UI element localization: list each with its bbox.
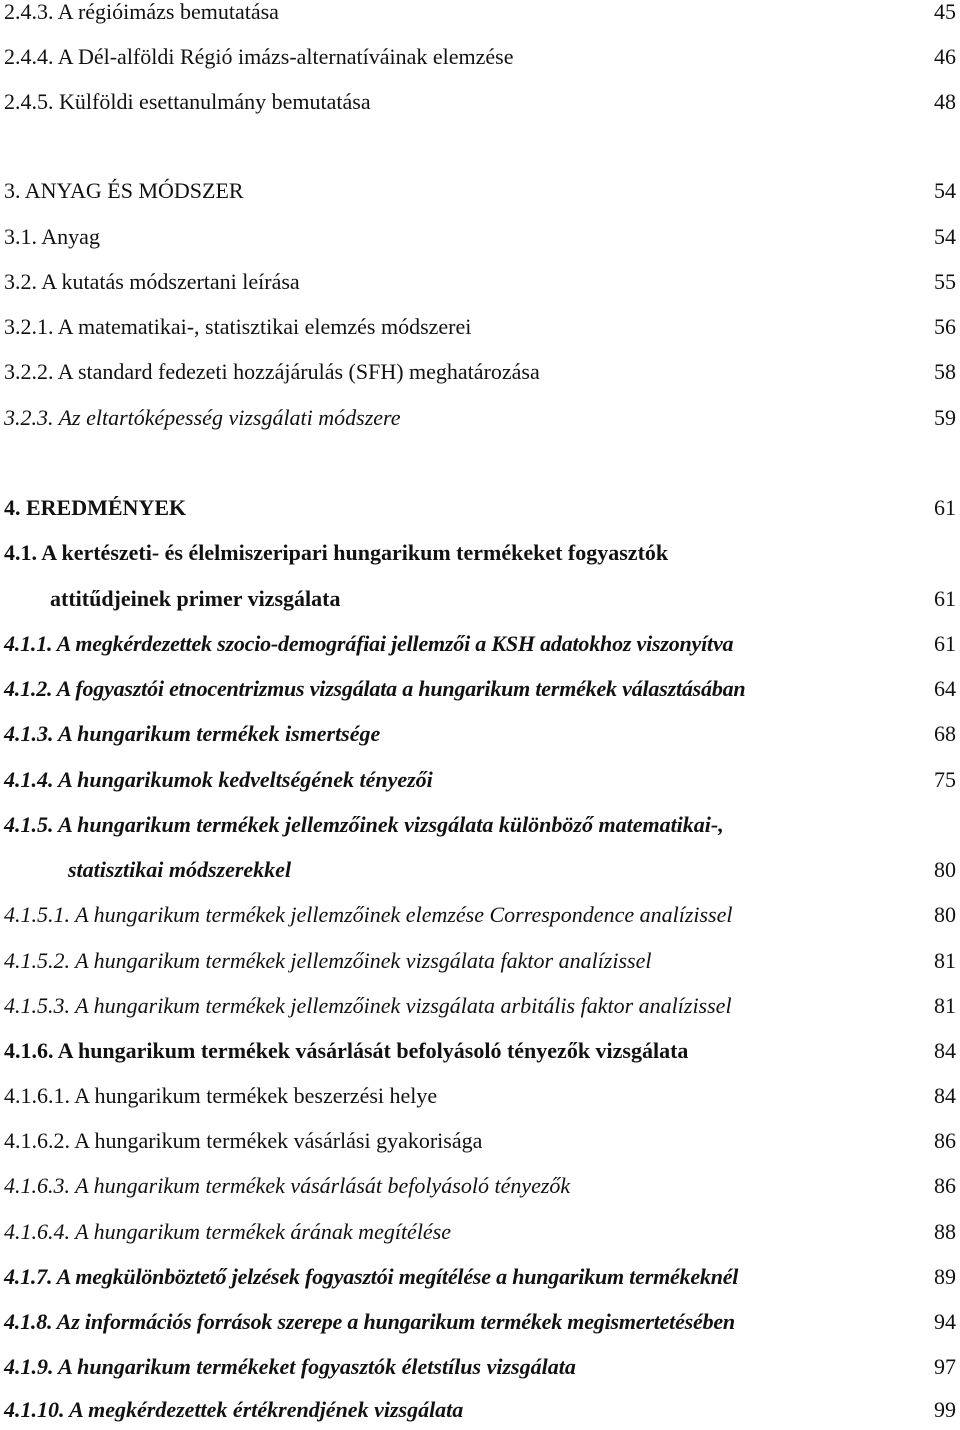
toc-entry-4-1-3 bbox=[4, 714, 956, 754]
toc-page-number: 86 bbox=[934, 1128, 956, 1153]
toc-entry-title: 3.2.2. A standard fedezeti hozzájárulás (SFH) meghatározása bbox=[4, 359, 540, 384]
toc-entry-4-1-5-cont bbox=[4, 850, 956, 890]
toc-page-number: 55 bbox=[934, 269, 956, 294]
toc-entry-4-1-6-2 bbox=[4, 1121, 956, 1161]
toc-entry-title: 2.4.3. A régióimázs bemutatása bbox=[4, 0, 279, 24]
toc-entry-4-1-2 bbox=[4, 669, 956, 709]
toc-entry-4-1-5-3 bbox=[4, 986, 956, 1026]
toc-entry-title: 4.1.6.4. A hungarikum termékek árának megítélése bbox=[4, 1219, 452, 1244]
toc-entry-3-1 bbox=[4, 217, 956, 257]
toc-entry-title: 4.1.10. A megkérdezettek értékrendjének vizsgálata bbox=[4, 1397, 464, 1422]
toc-page-number: 81 bbox=[934, 948, 956, 973]
toc-entry-4-1-6-1 bbox=[4, 1076, 956, 1116]
toc-entry-2-4-3 bbox=[4, 0, 956, 32]
toc-entry-4-1-6-4 bbox=[4, 1212, 956, 1252]
toc-page-number: 61 bbox=[934, 631, 956, 656]
toc-entry-3-2-2 bbox=[4, 352, 956, 392]
toc-entry-4-1 bbox=[4, 533, 956, 573]
toc-entry-title: 4.1.6.2. A hungarikum termékek vásárlási gyakorisága bbox=[4, 1128, 483, 1153]
toc-page-number: 68 bbox=[934, 721, 956, 746]
toc-entry-title: 4.1.5.1. A hungarikum termékek jellemzőinek elemzése Correspondence analízissel bbox=[4, 902, 733, 927]
toc-entry-4-1-5 bbox=[4, 805, 956, 845]
toc-entry-4-1-5-1 bbox=[4, 895, 956, 935]
toc-page-number: 48 bbox=[934, 89, 956, 114]
toc-page-number: 54 bbox=[934, 224, 956, 249]
toc-entry-title: 3.2.3. Az eltartóképesség vizsgálati módszere bbox=[4, 405, 401, 430]
toc-entry-4-1-6-3 bbox=[4, 1166, 956, 1206]
toc-entry-title: 4.1.4. A hungarikumok kedveltségének tényezői bbox=[4, 767, 433, 792]
toc-entry-title: 4.1.1. A megkérdezettek szocio-demográfiai jellemzői a KSH adatokhoz viszonyítva bbox=[4, 631, 734, 656]
toc-entry-title: 3.2. A kutatás módszertani leírása bbox=[4, 269, 300, 294]
toc-entry-3-2 bbox=[4, 262, 956, 302]
toc-entry-title: 4.1.2. A fogyasztói etnocentrizmus vizsgálata a hungarikum termékek választásában bbox=[4, 676, 746, 701]
toc-entry-title: 4.1.7. A megkülönböztető jelzések fogyasztói megítélése a hungarikum termékeknél bbox=[4, 1264, 739, 1289]
toc-page-number: 89 bbox=[934, 1264, 956, 1289]
toc-page-number: 80 bbox=[934, 857, 956, 882]
toc-entry-2-4-5 bbox=[4, 82, 956, 122]
toc-entry-title: 4.1.9. A hungarikum termékeket fogyasztók életstílus vizsgálata bbox=[4, 1354, 576, 1379]
toc-entry-4-1-7 bbox=[4, 1257, 956, 1297]
toc-page-number: 56 bbox=[934, 314, 956, 339]
toc-page-number: 46 bbox=[934, 44, 956, 69]
toc-entry-title: 4.1.5.2. A hungarikum termékek jellemzőinek vizsgálata faktor analízissel bbox=[4, 948, 652, 973]
toc-page-number: 99 bbox=[934, 1397, 956, 1422]
toc-entry-title: 3. ANYAG ÉS MÓDSZER bbox=[4, 178, 244, 203]
toc-page-number: 81 bbox=[934, 993, 956, 1018]
toc-page-number: 59 bbox=[934, 405, 956, 430]
toc-entry-title: 4.1.5. A hungarikum termékek jellemzőinek vizsgálata különböző matematikai-, bbox=[4, 812, 724, 837]
toc-entry-title: statisztikai módszerekkel bbox=[68, 857, 292, 882]
toc-page-number: 84 bbox=[934, 1083, 956, 1108]
toc-entry-4-1-8 bbox=[4, 1302, 956, 1342]
toc-entry-4-1-4 bbox=[4, 760, 956, 800]
toc-entry-title: 4.1. A kertészeti- és élelmiszeripari hungarikum termékeket fogyasztók bbox=[4, 540, 669, 565]
toc-page-number: 61 bbox=[934, 586, 956, 611]
toc-entry-3-2-1 bbox=[4, 307, 956, 347]
toc-entry-title: 4. EREDMÉNYEK bbox=[4, 495, 187, 520]
toc-entry-4-1-9 bbox=[4, 1347, 956, 1387]
toc-entry-title: 2.4.5. Külföldi esettanulmány bemutatása bbox=[4, 89, 371, 114]
toc-entry-2-4-4 bbox=[4, 37, 956, 77]
toc-entry-title: 4.1.6. A hungarikum termékek vásárlását befolyásoló tényezők vizsgálata bbox=[4, 1038, 689, 1063]
toc-entry-title: 4.1.5.3. A hungarikum termékek jellemzőinek vizsgálata arbitális faktor analízissel bbox=[4, 993, 732, 1018]
toc-entry-4-1-10 bbox=[4, 1390, 956, 1430]
toc-page-number: 64 bbox=[934, 676, 956, 701]
toc-entry-4-1-6 bbox=[4, 1031, 956, 1071]
toc-entry-3 bbox=[4, 171, 956, 211]
toc-entry-4-1-1 bbox=[4, 624, 956, 664]
toc-page-number: 54 bbox=[934, 178, 956, 203]
toc-page-number: 86 bbox=[934, 1173, 956, 1198]
toc-page-number: 84 bbox=[934, 1038, 956, 1063]
toc-page-number: 75 bbox=[934, 767, 956, 792]
toc-page-number: 88 bbox=[934, 1219, 956, 1244]
toc-entry-title: attitűdjeinek primer vizsgálata bbox=[50, 586, 341, 611]
toc-entry-3-2-3 bbox=[4, 398, 956, 438]
toc-page-number: 80 bbox=[934, 902, 956, 927]
toc-entry-title: 4.1.6.3. A hungarikum termékek vásárlását befolyásoló tényezők bbox=[4, 1173, 571, 1198]
toc-page-number: 97 bbox=[934, 1354, 956, 1379]
toc-page-number: 94 bbox=[934, 1309, 956, 1334]
toc-entry-title: 2.4.4. A Dél-alföldi Régió imázs-alternatíváinak elemzése bbox=[4, 44, 514, 69]
toc-entry-4-1-5-2 bbox=[4, 941, 956, 981]
toc-entry-title: 4.1.8. Az információs források szerepe a hungarikum termékek megismertetésében bbox=[4, 1309, 735, 1334]
toc-entry-title: 3.1. Anyag bbox=[4, 224, 100, 249]
toc-page-number: 58 bbox=[934, 359, 956, 384]
toc-entry-title: 4.1.3. A hungarikum termékek ismertsége bbox=[4, 721, 381, 746]
toc-entry-title: 3.2.1. A matematikai-, statisztikai elemzés módszerei bbox=[4, 314, 472, 339]
toc-page-number: 45 bbox=[934, 0, 956, 24]
toc-page-number: 61 bbox=[934, 495, 956, 520]
toc-entry-4-1-cont bbox=[4, 579, 956, 619]
toc-entry-4 bbox=[4, 488, 956, 528]
toc-entry-title: 4.1.6.1. A hungarikum termékek beszerzési helye bbox=[4, 1083, 438, 1108]
